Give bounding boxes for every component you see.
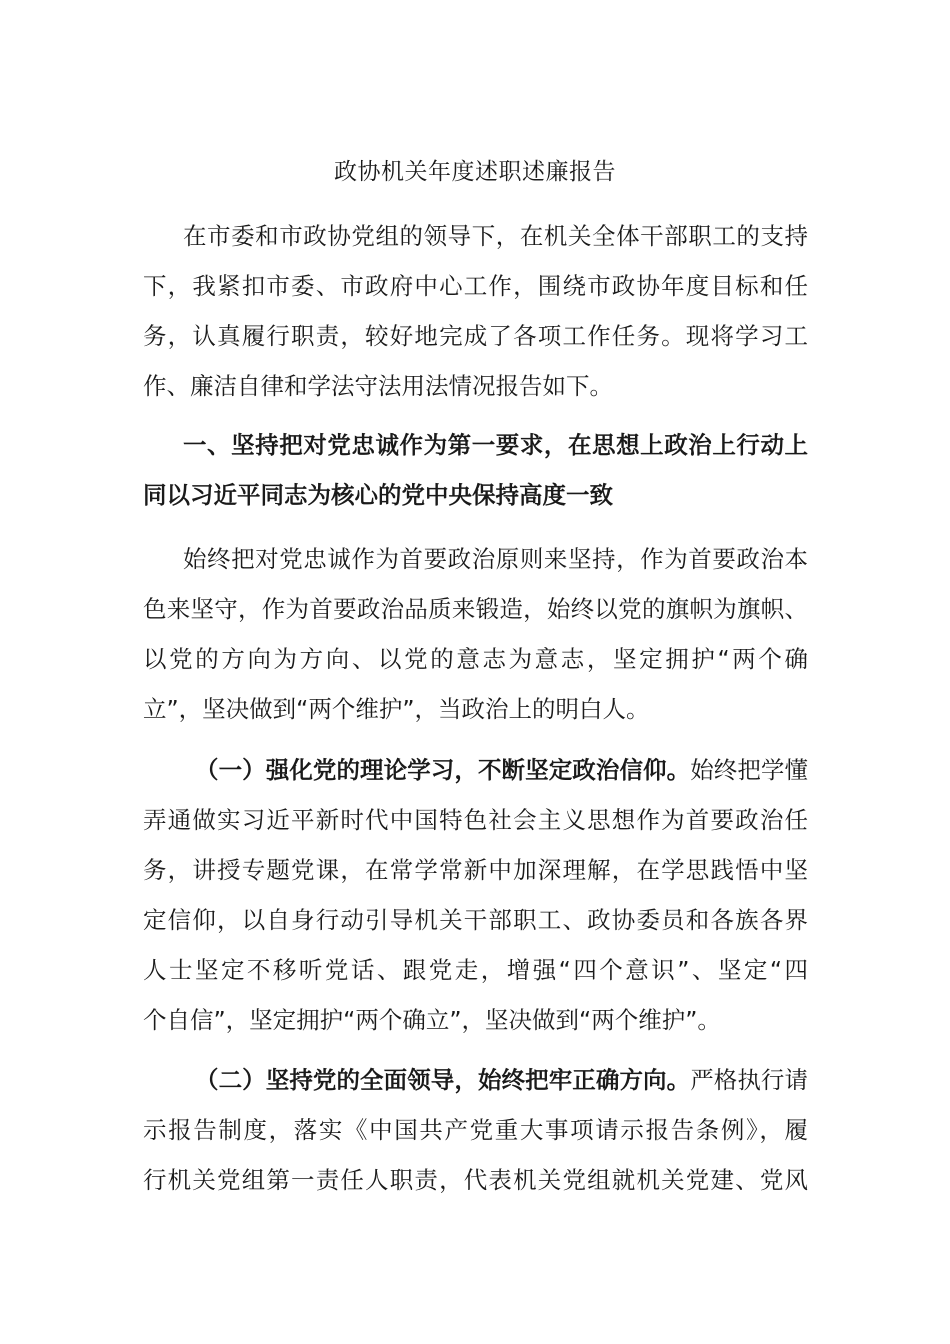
paragraph-line: 在市委和市政协党组的领导下，在机关全体干部职工的支持 bbox=[183, 222, 808, 250]
paragraph-line: 弄通做实习近平新时代中国特色社会主义思想作为首要政治任 bbox=[143, 806, 808, 834]
paragraph-line: 定信仰，以自身行动引导机关干部职工、政协委员和各族各界 bbox=[143, 906, 808, 934]
intro-paragraph bbox=[143, 211, 808, 411]
paragraph-line: 个自信”，坚定拥护“两个确立”，坚决做到“两个维护”。 bbox=[143, 1006, 721, 1034]
item-lead-bold: （二）坚持党的全面领导，始终把牢正确方向。 bbox=[195, 1066, 691, 1094]
paragraph-line: 以党的方向为方向、以党的意志为意志，坚定拥护“两个确 bbox=[143, 645, 808, 673]
item-lead-text: 始终把学懂 bbox=[690, 756, 809, 784]
document-title: 政协机关年度述职述廉报告 bbox=[334, 159, 616, 185]
heading-line: 一、坚持把对党忠诚作为第一要求，在思想上政治上行动上 bbox=[183, 431, 808, 459]
paragraph-line: 作、廉洁自律和学法守法用法情况报告如下。 bbox=[143, 372, 613, 400]
paragraph-line: 色来坚守，作为首要政治品质来锻造，始终以党的旗帜为旗帜、 bbox=[143, 595, 808, 623]
paragraph-lead-line bbox=[143, 745, 808, 795]
paragraph-line: 务，讲授专题党课，在常学常新中加深理解，在学思践悟中坚 bbox=[143, 856, 808, 884]
section-heading bbox=[143, 420, 808, 520]
paragraph-line: 下，我紧扣市委、市政府中心工作，围绕市政协年度目标和任 bbox=[143, 272, 808, 300]
paragraph-line: 务，认真履行职责，较好地完成了各项工作任务。现将学习工 bbox=[143, 322, 808, 350]
paragraph-line: 人士坚定不移听党话、跟党走，增强“四个意识”、坚定“四 bbox=[143, 956, 808, 984]
paragraph-lead-line bbox=[143, 1055, 808, 1105]
paragraph-line: 始终把对党忠诚作为首要政治原则来坚持，作为首要政治本 bbox=[183, 545, 808, 573]
paragraph-line: 示报告制度，落实《中国共产党重大事项请示报告条例》，履 bbox=[143, 1116, 808, 1144]
section-paragraph bbox=[143, 534, 808, 734]
paragraph-line: 行机关党组第一责任人职责，代表机关党组就机关党建、党风 bbox=[143, 1166, 808, 1194]
item-paragraph-1 bbox=[143, 745, 808, 1045]
item-lead-text: 严格执行请 bbox=[690, 1066, 809, 1094]
item-paragraph-2 bbox=[143, 1055, 808, 1205]
paragraph-line: 立”，坚决做到“两个维护”，当政治上的明白人。 bbox=[143, 695, 650, 723]
heading-line: 同以习近平同志为核心的党中央保持高度一致 bbox=[143, 481, 613, 509]
item-lead-bold: （一）强化党的理论学习，不断坚定政治信仰。 bbox=[195, 756, 691, 784]
